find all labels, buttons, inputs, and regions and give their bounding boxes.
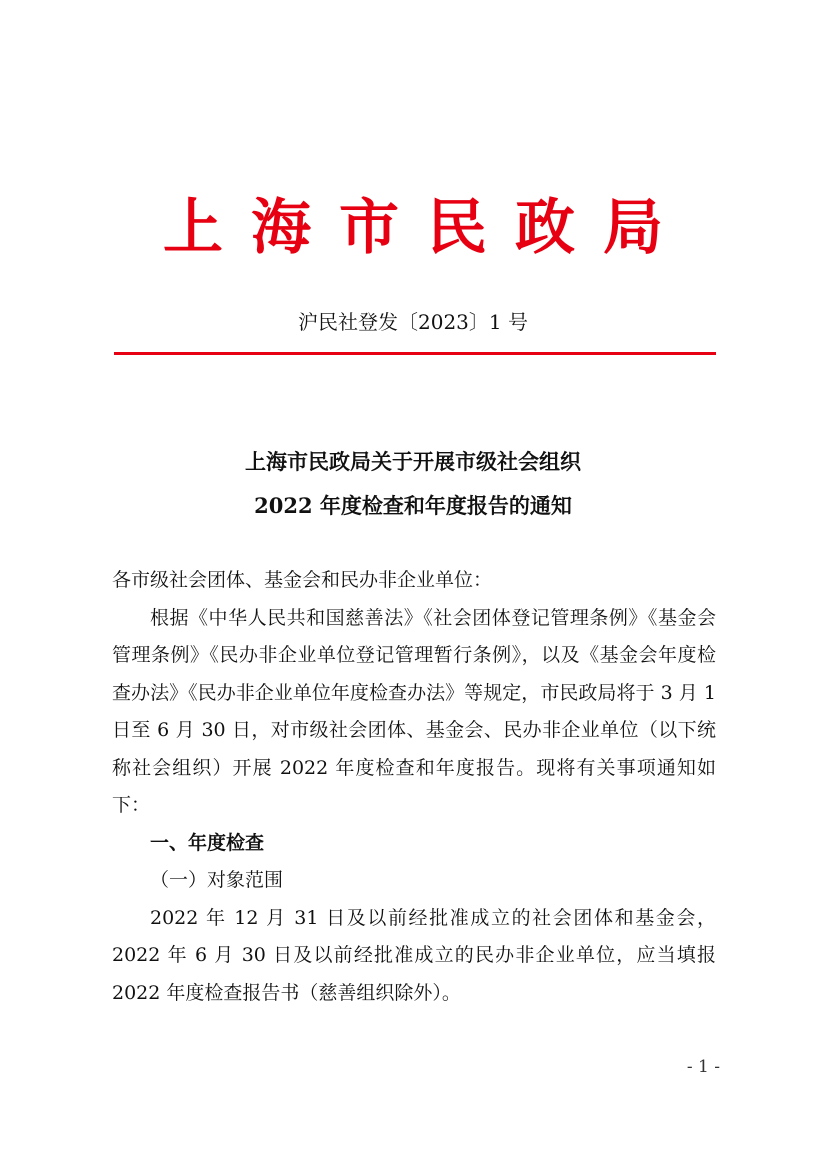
document-number: 沪民社登发〔2023〕1 号 xyxy=(298,310,528,334)
title-line-1: 上海市民政局关于开展市级社会组织 xyxy=(245,449,581,474)
red-separator-line xyxy=(114,352,716,355)
salutation: 各市级社会团体、基金会和民办非企业单位： xyxy=(112,569,493,591)
document-title xyxy=(0,440,826,528)
document-body xyxy=(112,562,716,1012)
scope-paragraph: 2022 年 12 月 31 日及以前经批准成立的社会团体和基金会，2022 年 6 月 30 日及以前经批准成立的民办非企业单位，应当填报 2022 年度检查报告书（慈善组织除外）。 xyxy=(112,906,716,1004)
subsection-heading-scope: （一）对象范围 xyxy=(150,869,284,891)
intro-paragraph: 根据《中华人民共和国慈善法》《社会团体登记管理条例》《基金会管理条例》《民办非企业单位登记管理暂行条例》，以及《基金会年度检查办法》《民办非企业单位年度检查办法》等规定，市民政局将于 3 月 1 日至 6 月 30 日，对市级社会团体、基金会、民办非企业单位（以下统称社会组织）开展 2022 年度检查和年度报告。现将有关事项通知如下： xyxy=(112,606,716,816)
issuing-authority-header: 上海市民政局 xyxy=(163,193,691,263)
section-heading-annual-inspection: 一、年度检查 xyxy=(150,831,265,854)
title-line-2: 2022 年度检查和年度报告的通知 xyxy=(254,493,572,518)
page-number: - 1 - xyxy=(686,1057,720,1077)
